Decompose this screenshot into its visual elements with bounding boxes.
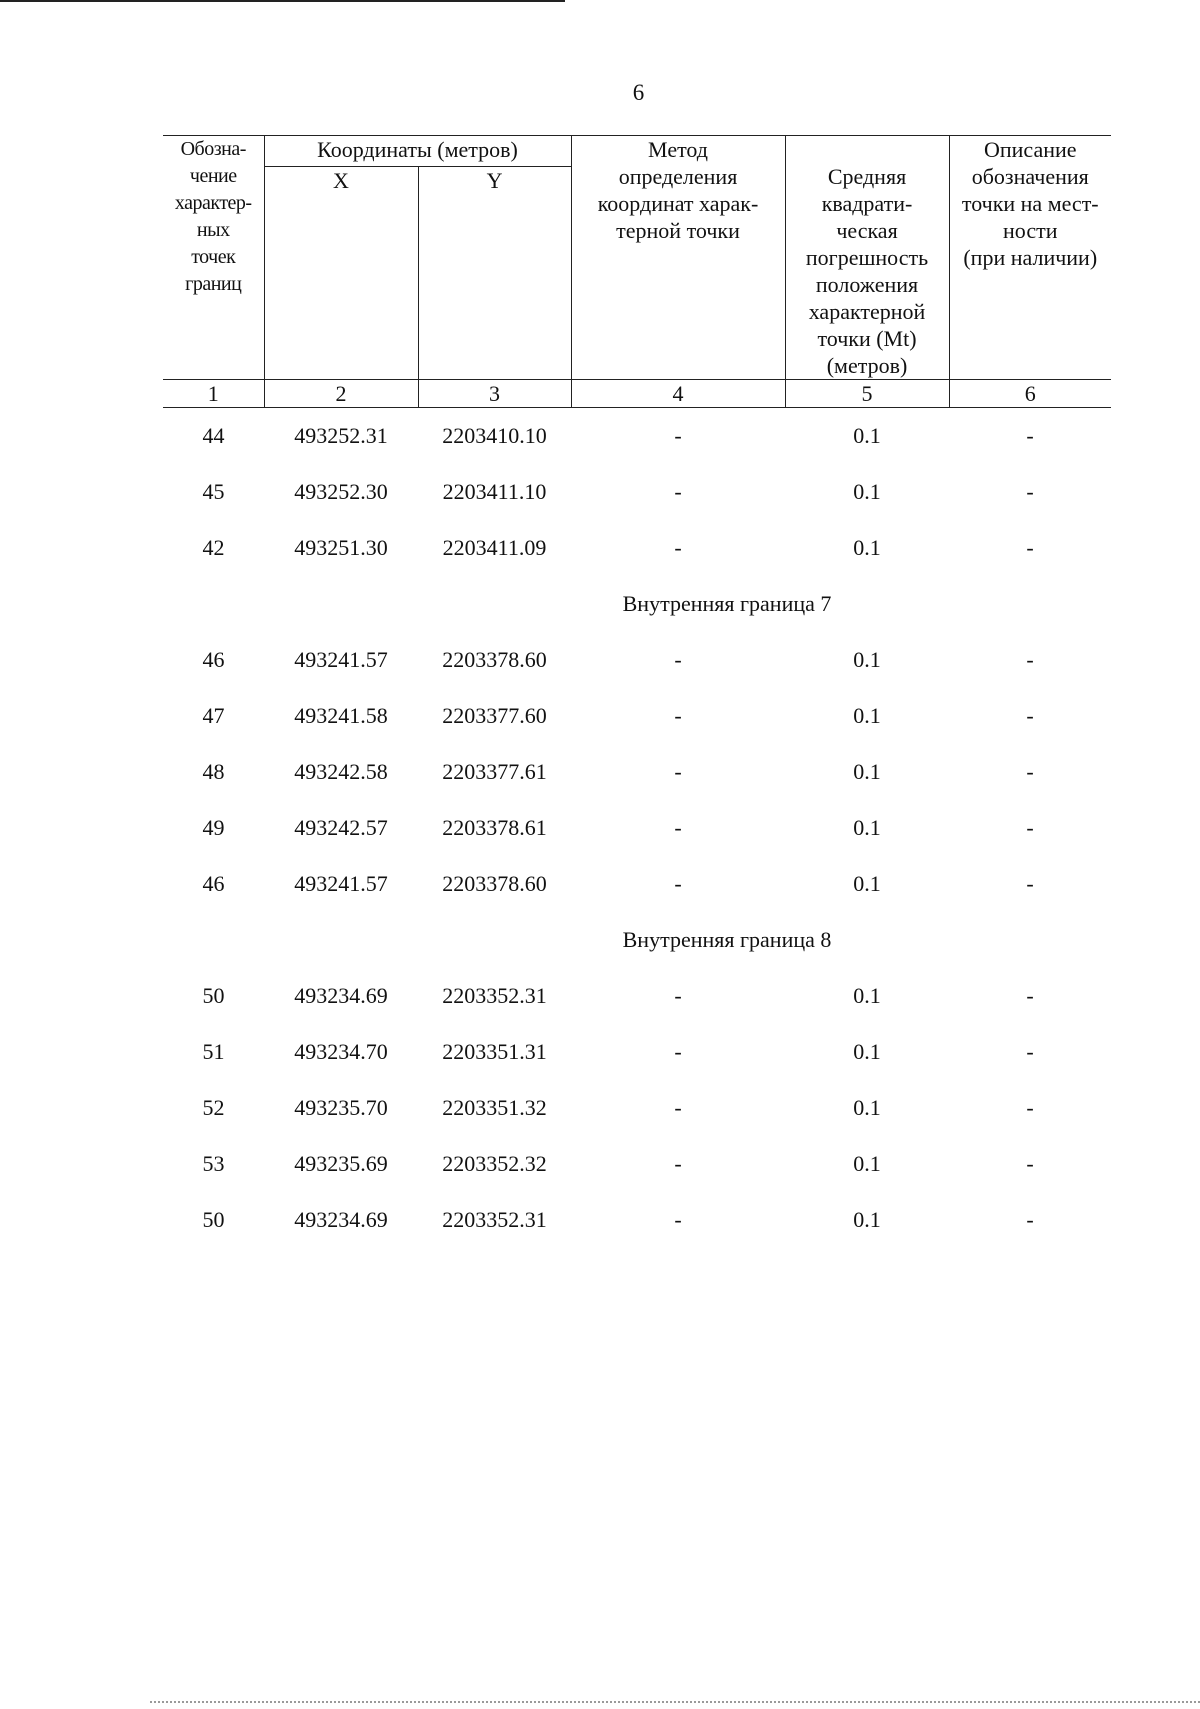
point-cell: 42 [202, 535, 225, 560]
section-row [163, 912, 1111, 968]
section-title: Внутренняя граница 8 [622, 927, 832, 952]
column-number: 3 [418, 380, 571, 408]
x-coordinate-cell: 493235.69 [294, 1151, 388, 1176]
description-cell: - [1026, 647, 1034, 672]
point-cell: 46 [202, 871, 225, 896]
method-cell: - [674, 871, 682, 896]
x-coordinate-cell: 493234.70 [294, 1039, 388, 1064]
section-row [163, 576, 1111, 632]
column-number: 4 [571, 380, 785, 408]
header-error [785, 136, 949, 380]
header-error-text: Средняя квадрати- ческая погрешность положения характерной точки (Mt) (метров) [805, 164, 929, 378]
table-row [163, 1136, 1111, 1192]
header-point-designation: Обозна- чение характер- ных точек границ [163, 136, 264, 380]
column-number: 6 [949, 380, 1111, 408]
y-coordinate-cell: 2203352.31 [442, 983, 547, 1008]
header-description: Описание обозначения точки на мест- ности (при наличии) [949, 136, 1111, 380]
coordinates-table [163, 135, 1111, 1248]
column-number: 5 [785, 380, 949, 408]
y-coordinate-cell: 2203352.32 [442, 1151, 547, 1176]
description-cell: - [1026, 535, 1034, 560]
x-coordinate-cell: 493252.30 [294, 479, 388, 504]
description-cell: - [1026, 983, 1034, 1008]
description-cell: - [1026, 423, 1034, 448]
y-coordinate-cell: 2203377.61 [442, 759, 547, 784]
table-row [163, 464, 1111, 520]
y-coordinate-cell: 2203378.60 [442, 871, 547, 896]
description-cell: - [1026, 479, 1034, 504]
page-number: 6 [632, 80, 645, 105]
description-cell: - [1026, 1151, 1034, 1176]
error-cell: 0.1 [853, 1207, 881, 1232]
x-coordinate-cell: 493242.58 [294, 759, 388, 784]
error-cell: 0.1 [853, 1151, 881, 1176]
method-cell: - [674, 1151, 682, 1176]
x-coordinate-cell: 493252.31 [294, 423, 388, 448]
table-row [163, 1080, 1111, 1136]
column-number: 1 [163, 380, 264, 408]
x-coordinate-cell: 493251.30 [294, 535, 388, 560]
x-coordinate-cell: 493234.69 [294, 1207, 388, 1232]
description-cell: - [1026, 815, 1034, 840]
point-cell: 51 [202, 1039, 225, 1064]
point-cell: 50 [202, 1207, 225, 1232]
table-row [163, 408, 1111, 465]
error-cell: 0.1 [853, 647, 881, 672]
method-cell: - [674, 703, 682, 728]
method-cell: - [674, 1207, 682, 1232]
point-cell: 48 [202, 759, 225, 784]
y-coordinate-cell: 2203378.61 [442, 815, 547, 840]
table-header [163, 136, 1111, 408]
header-y: Y [418, 166, 571, 380]
error-cell: 0.1 [853, 759, 881, 784]
y-coordinate-cell: 2203411.10 [442, 479, 547, 504]
error-cell: 0.1 [853, 815, 881, 840]
point-cell: 52 [202, 1095, 225, 1120]
header-coordinates-group: Координаты (метров) [264, 136, 571, 167]
method-cell: - [674, 1095, 682, 1120]
description-cell: - [1026, 1095, 1034, 1120]
x-coordinate-cell: 493241.57 [294, 871, 388, 896]
error-cell: 0.1 [853, 703, 881, 728]
table-body [163, 408, 1111, 1249]
y-coordinate-cell: 2203411.09 [442, 535, 547, 560]
description-cell: - [1026, 759, 1034, 784]
header-x: X [264, 166, 418, 380]
table-row [163, 800, 1111, 856]
error-cell: 0.1 [853, 871, 881, 896]
point-cell: 44 [202, 423, 225, 448]
method-cell: - [674, 647, 682, 672]
y-coordinate-cell: 2203351.32 [442, 1095, 547, 1120]
point-cell: 47 [202, 703, 225, 728]
error-cell: 0.1 [853, 479, 881, 504]
error-cell: 0.1 [853, 1039, 881, 1064]
point-cell: 49 [202, 815, 225, 840]
method-cell: - [674, 1039, 682, 1064]
point-cell: 46 [202, 647, 225, 672]
table-row [163, 632, 1111, 688]
table-row [163, 1192, 1111, 1248]
error-cell: 0.1 [853, 535, 881, 560]
method-cell: - [674, 479, 682, 504]
table-row [163, 968, 1111, 1024]
method-cell: - [674, 815, 682, 840]
y-coordinate-cell: 2203352.31 [442, 1207, 547, 1232]
method-cell: - [674, 983, 682, 1008]
description-cell: - [1026, 1039, 1034, 1064]
top-scan-rule [0, 0, 565, 2]
method-cell: - [674, 759, 682, 784]
error-cell: 0.1 [853, 1095, 881, 1120]
x-coordinate-cell: 493234.69 [294, 983, 388, 1008]
column-numbers-row [163, 380, 1111, 408]
table-row [163, 688, 1111, 744]
description-cell: - [1026, 703, 1034, 728]
table-row [163, 1024, 1111, 1080]
table-row [163, 520, 1111, 576]
x-coordinate-cell: 493242.57 [294, 815, 388, 840]
error-cell: 0.1 [853, 983, 881, 1008]
x-coordinate-cell: 493241.57 [294, 647, 388, 672]
y-coordinate-cell: 2203351.31 [442, 1039, 547, 1064]
column-number: 2 [264, 380, 418, 408]
y-coordinate-cell: 2203377.60 [442, 703, 547, 728]
error-cell: 0.1 [853, 423, 881, 448]
method-cell: - [674, 423, 682, 448]
table-row [163, 744, 1111, 800]
point-cell: 50 [202, 983, 225, 1008]
x-coordinate-cell: 493235.70 [294, 1095, 388, 1120]
point-cell: 45 [202, 479, 225, 504]
description-cell: - [1026, 1207, 1034, 1232]
method-cell: - [674, 535, 682, 560]
y-coordinate-cell: 2203410.10 [442, 423, 547, 448]
y-coordinate-cell: 2203378.60 [442, 647, 547, 672]
header-method: Метод определения координат харак- терной точки [571, 136, 785, 380]
point-cell: 53 [202, 1151, 225, 1176]
section-title: Внутренняя граница 7 [622, 591, 832, 616]
bottom-scan-dots [150, 1698, 1200, 1703]
description-cell: - [1026, 871, 1034, 896]
table-row [163, 856, 1111, 912]
x-coordinate-cell: 493241.58 [294, 703, 388, 728]
